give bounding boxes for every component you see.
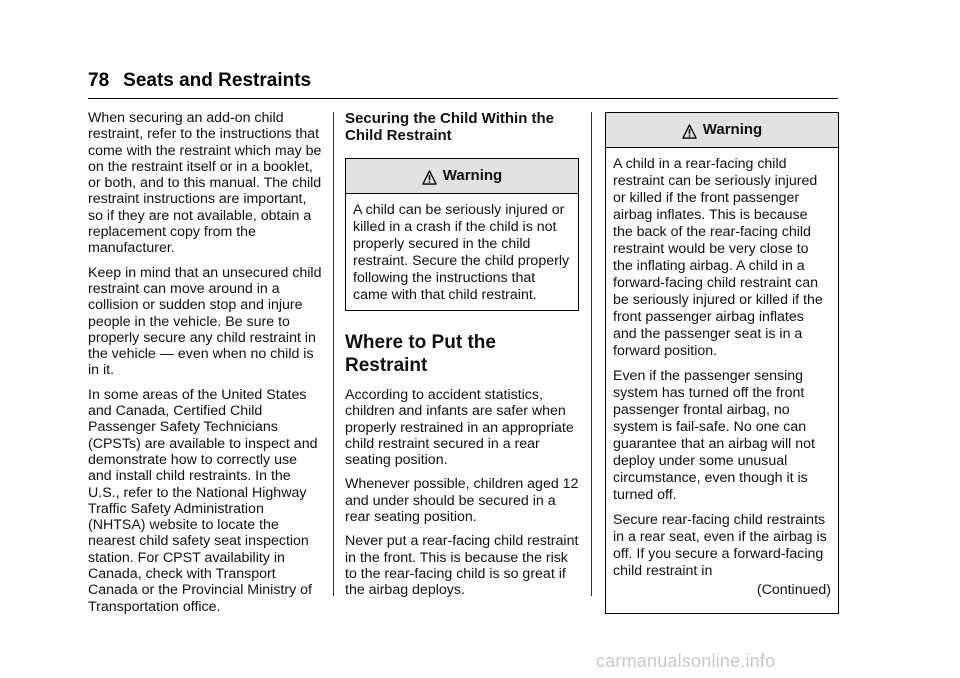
warning-header — [606, 113, 838, 148]
warning-header — [346, 159, 578, 194]
paragraph: Keep in mind that an unsecured child restraint can move around in a collision or sudden stop and injure people in the vehicle. Be sure to properly secure any child restraint in the vehicle — even when no child is in it. — [88, 264, 322, 379]
warning-title: Warning — [442, 166, 503, 184]
column-divider-1 — [333, 112, 334, 596]
warning-paragraph: A child in a rear-facing child restraint can be seriously injured or killed if the front passenger airbag inflates. This is because the back of the rear-facing child restraint would be very close to the inflating airbag. A child in a forward-facing child restraint can be seriously injured or killed if the front passenger airbag inflates and the passenger seat is in a forward position. — [613, 156, 823, 359]
warning-body — [606, 148, 838, 613]
column-2 — [345, 110, 579, 607]
warning-body — [346, 194, 578, 310]
paragraph: When securing an add-on child restraint, refer to the instructions that come with the restraint which may be on the restraint itself or in a booklet, or both, and to this manual. The child restraint instructions are important, so if they are not available, obtain a replacement copy from the manufacturer. — [88, 110, 322, 257]
continued-label: (Continued) — [756, 582, 831, 598]
warning-paragraph: Secure rear-facing child restraints in a rear seat, even if the airbag is off. If you secure a forward-facing child restraint in — [613, 512, 827, 579]
warning-paragraph: Even if the passenger sensing system has turned off the front passenger frontal airbag, no system is fail-safe. No one can guarantee that an airbag will not deploy under some unusual circumstance, even though it is turned off. — [613, 368, 815, 503]
paragraph: Whenever possible, children aged 12 and under should be secured in a rear seating position. — [345, 476, 579, 526]
header-rule — [88, 98, 838, 99]
warning-triangle-icon — [682, 124, 697, 139]
column-3 — [605, 112, 839, 614]
watermark: carmanualsonline.info — [596, 651, 776, 671]
paragraph: Never put a rear-facing child restraint in the front. This is because the risk to the rear-facing child is so great if the airbag deploys. — [345, 533, 579, 599]
warning-box — [605, 112, 839, 614]
warning-title: Warning — [702, 120, 763, 138]
paragraph: According to accident statistics, children and infants are safer when properly restrained in an appropriate child restraint secured in a rear seating position. — [345, 387, 574, 469]
warning-box — [345, 158, 579, 311]
column-divider-2 — [591, 112, 592, 596]
page-header — [88, 70, 838, 92]
page-number: 78 — [88, 70, 110, 91]
paragraph: In some areas of the United States and Canada, Certified Child Passenger Safety Technicians (CPSTs) are available to inspect and demonstrate how to correctly use and install child restraints. In the U.S., refer to the National Highway Traffic Safety Administration (NHTSA) website to locate the nearest child safety seat inspection station. For CPST availability in Canada, check with Transport Canada or the Provincial Ministry of Transportation office. — [88, 386, 318, 615]
section-title-header: Seats and Restraints — [123, 70, 312, 91]
section-heading: Where to Put the Restraint — [345, 332, 496, 376]
subheading: Securing the Child Within the Child Restraint — [345, 110, 555, 144]
column-1 — [88, 110, 322, 623]
warning-text: A child can be seriously injured or killed in a crash if the child is not properly secured in the child restraint. Secure the child properly following the instructions that came with that child restraint. — [353, 202, 570, 303]
warning-triangle-icon — [422, 170, 437, 185]
